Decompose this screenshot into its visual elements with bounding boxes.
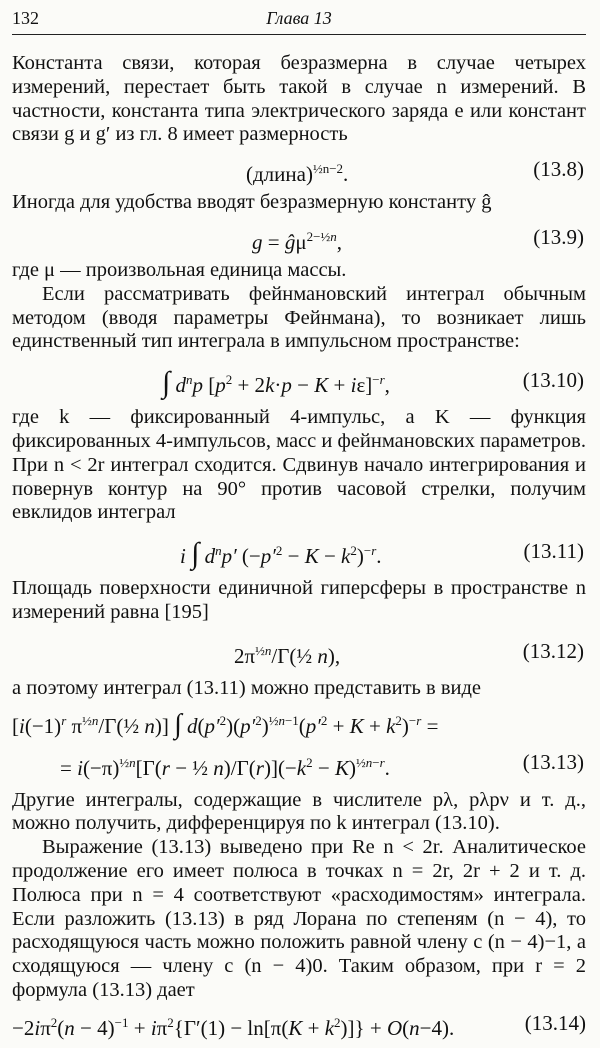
paragraph: Другие интегралы, содержащие в числителе pλ, pλpν и т. д., можно получить, дифференцируя по k интеграл (13.10). [12, 788, 586, 835]
page-header [12, 6, 586, 35]
equation-13-13: [$i(-1)^r$ $\pi^{\frac{1}{2}n}/\Gamma(\frac{1}{2}$ n)] ∫ $d(p'^2)(p'^2)^{\frac{1}{2}n-1}(p'^2 + K + k^2)^{-r}$ = = $i(-\pi)^{\frac{1}{2}n}[\Gamma(r$ − ½ $n)/\Gamma(r)](-k^2 - K)^{\frac{1}{2}n-r}$. (13.13) [12, 708, 584, 780]
equation-13-14: $-2i\pi^2(n - 4)^{-1} + i\pi^2\{\Gamma'(1) - \ln[\pi(K + k^2)]\} + O(n-4)$. (13.14) [12, 1003, 586, 1043]
equation-number: (13.13) [522, 749, 584, 774]
equation-number: (13.10) [522, 368, 584, 393]
equation-13-9: $g = ĝ\mu^{2-\frac{1}{2}n}$, (13.9) [12, 215, 586, 259]
paragraph: Константа связи, которая безразмерна в случае четырех измерений, перестает быть такой в случае n измерений. В частности, константа типа электрического заряда e или констант связи g и g′ из гл. 8 имеет размерность [12, 52, 586, 146]
equation-number: (13.12) [522, 638, 584, 663]
paragraph: Выражение (13.13) выведено при Re n < 2r. Аналитическое продолжение его имеет полюса в точках n = 2r, 2r + 2 и т. д. Полюса при n = 4 соответствуют «расходимостям» интеграла. Если разложить (13.13) в ряд Лорана по степеням (n − 4), то расходящуюся часть можно положить равной члену с (n − 4)−1, а сходящуюся — члену с (n − 4)0. Таким образом, при r = 2 формула (13.13) дает [12, 836, 586, 1001]
paragraph: где k — фиксированный 4-импульс, а K — функция фиксированных 4-импульсов, масс и фейнмановских параметров. При n < 2r интеграл сходится. Сдвинув начало интегрирования и повернув контур на 90° против часовой стрелки, получим евклидов интеграл [12, 406, 586, 524]
equation-13-8: (длина)$^{\frac{1}{2}n-2}$. (13.8) [12, 147, 586, 191]
equation-number: (13.14) [524, 1010, 586, 1035]
page-number: 132 [12, 8, 39, 28]
paragraph: Иногда для удобства вводят безразмерную константу ĝ [12, 191, 492, 214]
equation-13-11: i ∫ $d^np'$ $(-p'^2 - K - k^2)^{-r}$. (13.11) [12, 525, 586, 577]
page-body [12, 52, 586, 1043]
paragraph: Площадь поверхности единичной гиперсферы в пространстве n измерений равна [195] [12, 577, 586, 623]
equation-number: (13.9) [533, 224, 584, 249]
paragraph: а поэтому интеграл (13.11) можно представить в виде [12, 676, 481, 699]
equation-13-12: $2\pi^{\frac{1}{2}n}/\Gamma(\frac{1}{2}$ n), (13.12) [12, 625, 586, 677]
equation-13-10: ∫ $d^np$ $[p^2 + 2k\cdot p - K + i\varepsilon]^{-r}$, (13.10) [12, 354, 586, 406]
paragraph: Если рассматривать фейнмановский интеграл обычным методом (вводя параметры Фейнмана), то возникает лишь единственный тип интеграла в импульсном пространстве: [12, 282, 586, 353]
equation-number: (13.11) [523, 539, 584, 564]
running-title: Глава 13 [266, 8, 332, 28]
equation-number: (13.8) [533, 157, 584, 182]
paragraph: где μ — произвольная единица массы. [12, 258, 347, 281]
